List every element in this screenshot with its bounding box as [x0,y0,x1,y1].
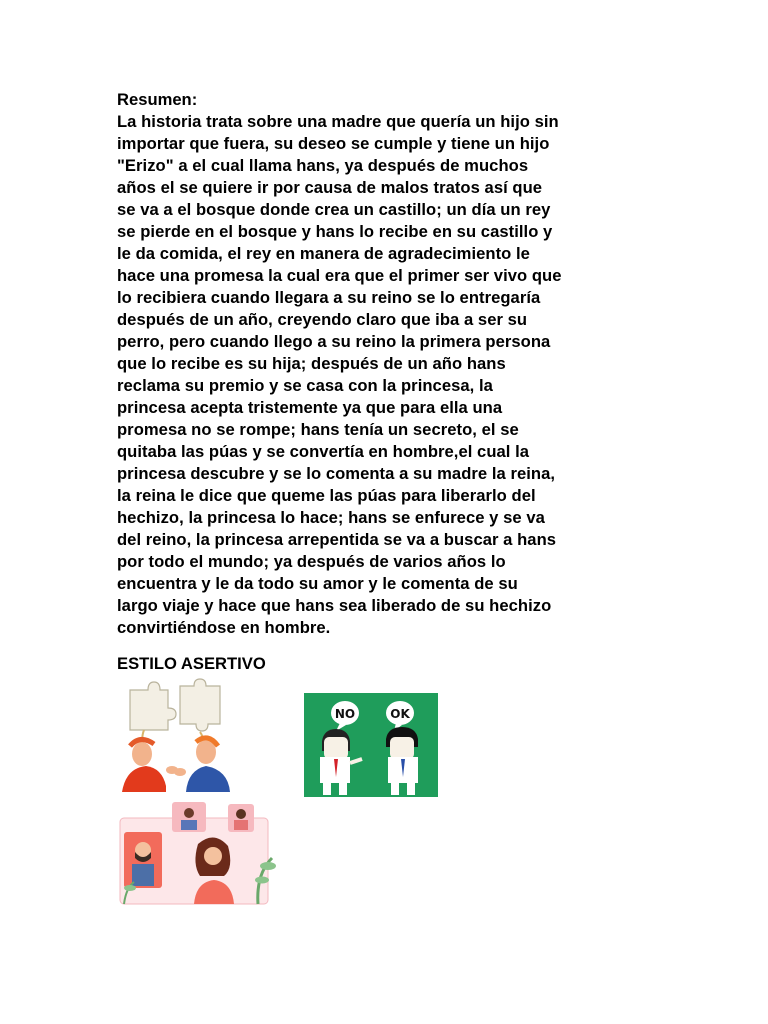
summary-line: del reino, la princesa arrepentida se va a buscar a hans [117,530,557,549]
bubble-no-label: NO [334,707,356,721]
bubble-ok-label: OK [390,707,410,721]
summary-line: quitaba las púas y se convertía en hombre,el cual la [117,442,530,461]
summary-line: se va a el bosque donde crea un castillo; un día un rey [117,200,551,219]
summary-paragraph [117,111,657,639]
two-heads-puzzle-icon [116,676,234,792]
summary-line: hace una promesa la cual era que el primer ser vivo que [117,266,562,285]
summary-line: importar que fuera, su deseo se cumple y tiene un hijo [117,134,550,153]
summary-line: "Erizo" a el cual llama hans, ya después de muchos [117,156,529,175]
summary-line: largo viaje y hace que hans sea liberado de su hechizo [117,596,552,615]
summary-line: años el se quiere ir por causa de malos tratos así que [117,178,543,197]
section-title: ESTILO ASERTIVO [117,654,266,673]
summary-line: reclama su premio y se casa con la princesa, la [117,376,493,395]
summary-line: después de un año, creyendo claro que iba a ser su [117,310,528,329]
summary-line: convirtiéndose en hombre. [117,618,331,637]
summary-heading: Resumen: [117,90,198,109]
summary-line: princesa descubre y se lo comenta a su madre la reina, [117,464,556,483]
summary-line: que lo recibe es su hija; después de un año hans [117,354,506,373]
summary-line: promesa no se rompe; hans tenía un secreto, el se [117,420,519,439]
summary-line: la reina le dice que queme las púas para liberarlo del [117,486,536,505]
summary-line: La historia trata sobre una madre que quería un hijo sin [117,112,559,131]
video-call-icon [116,800,282,906]
summary-line: se pierde en el bosque y hans lo recibe en su castillo y [117,222,553,241]
summary-line: lo recibiera cuando llegara a su reino se lo entregaría [117,288,541,307]
summary-line: encuentra y le da todo su amor y le comenta de su [117,574,518,593]
summary-line: hechizo, la princesa lo hace; hans se enfurece y se va [117,508,545,527]
summary-line: perro, pero cuando llego a su reino la primera persona [117,332,551,351]
document-body [117,89,657,639]
summary-line: le da comida, el rey en manera de agradecimiento le [117,244,530,263]
summary-line: por todo el mundo; ya después de varios años lo [117,552,506,571]
no-ok-speech-icon [304,693,438,797]
summary-line: princesa acepta tristemente ya que para ella una [117,398,503,417]
